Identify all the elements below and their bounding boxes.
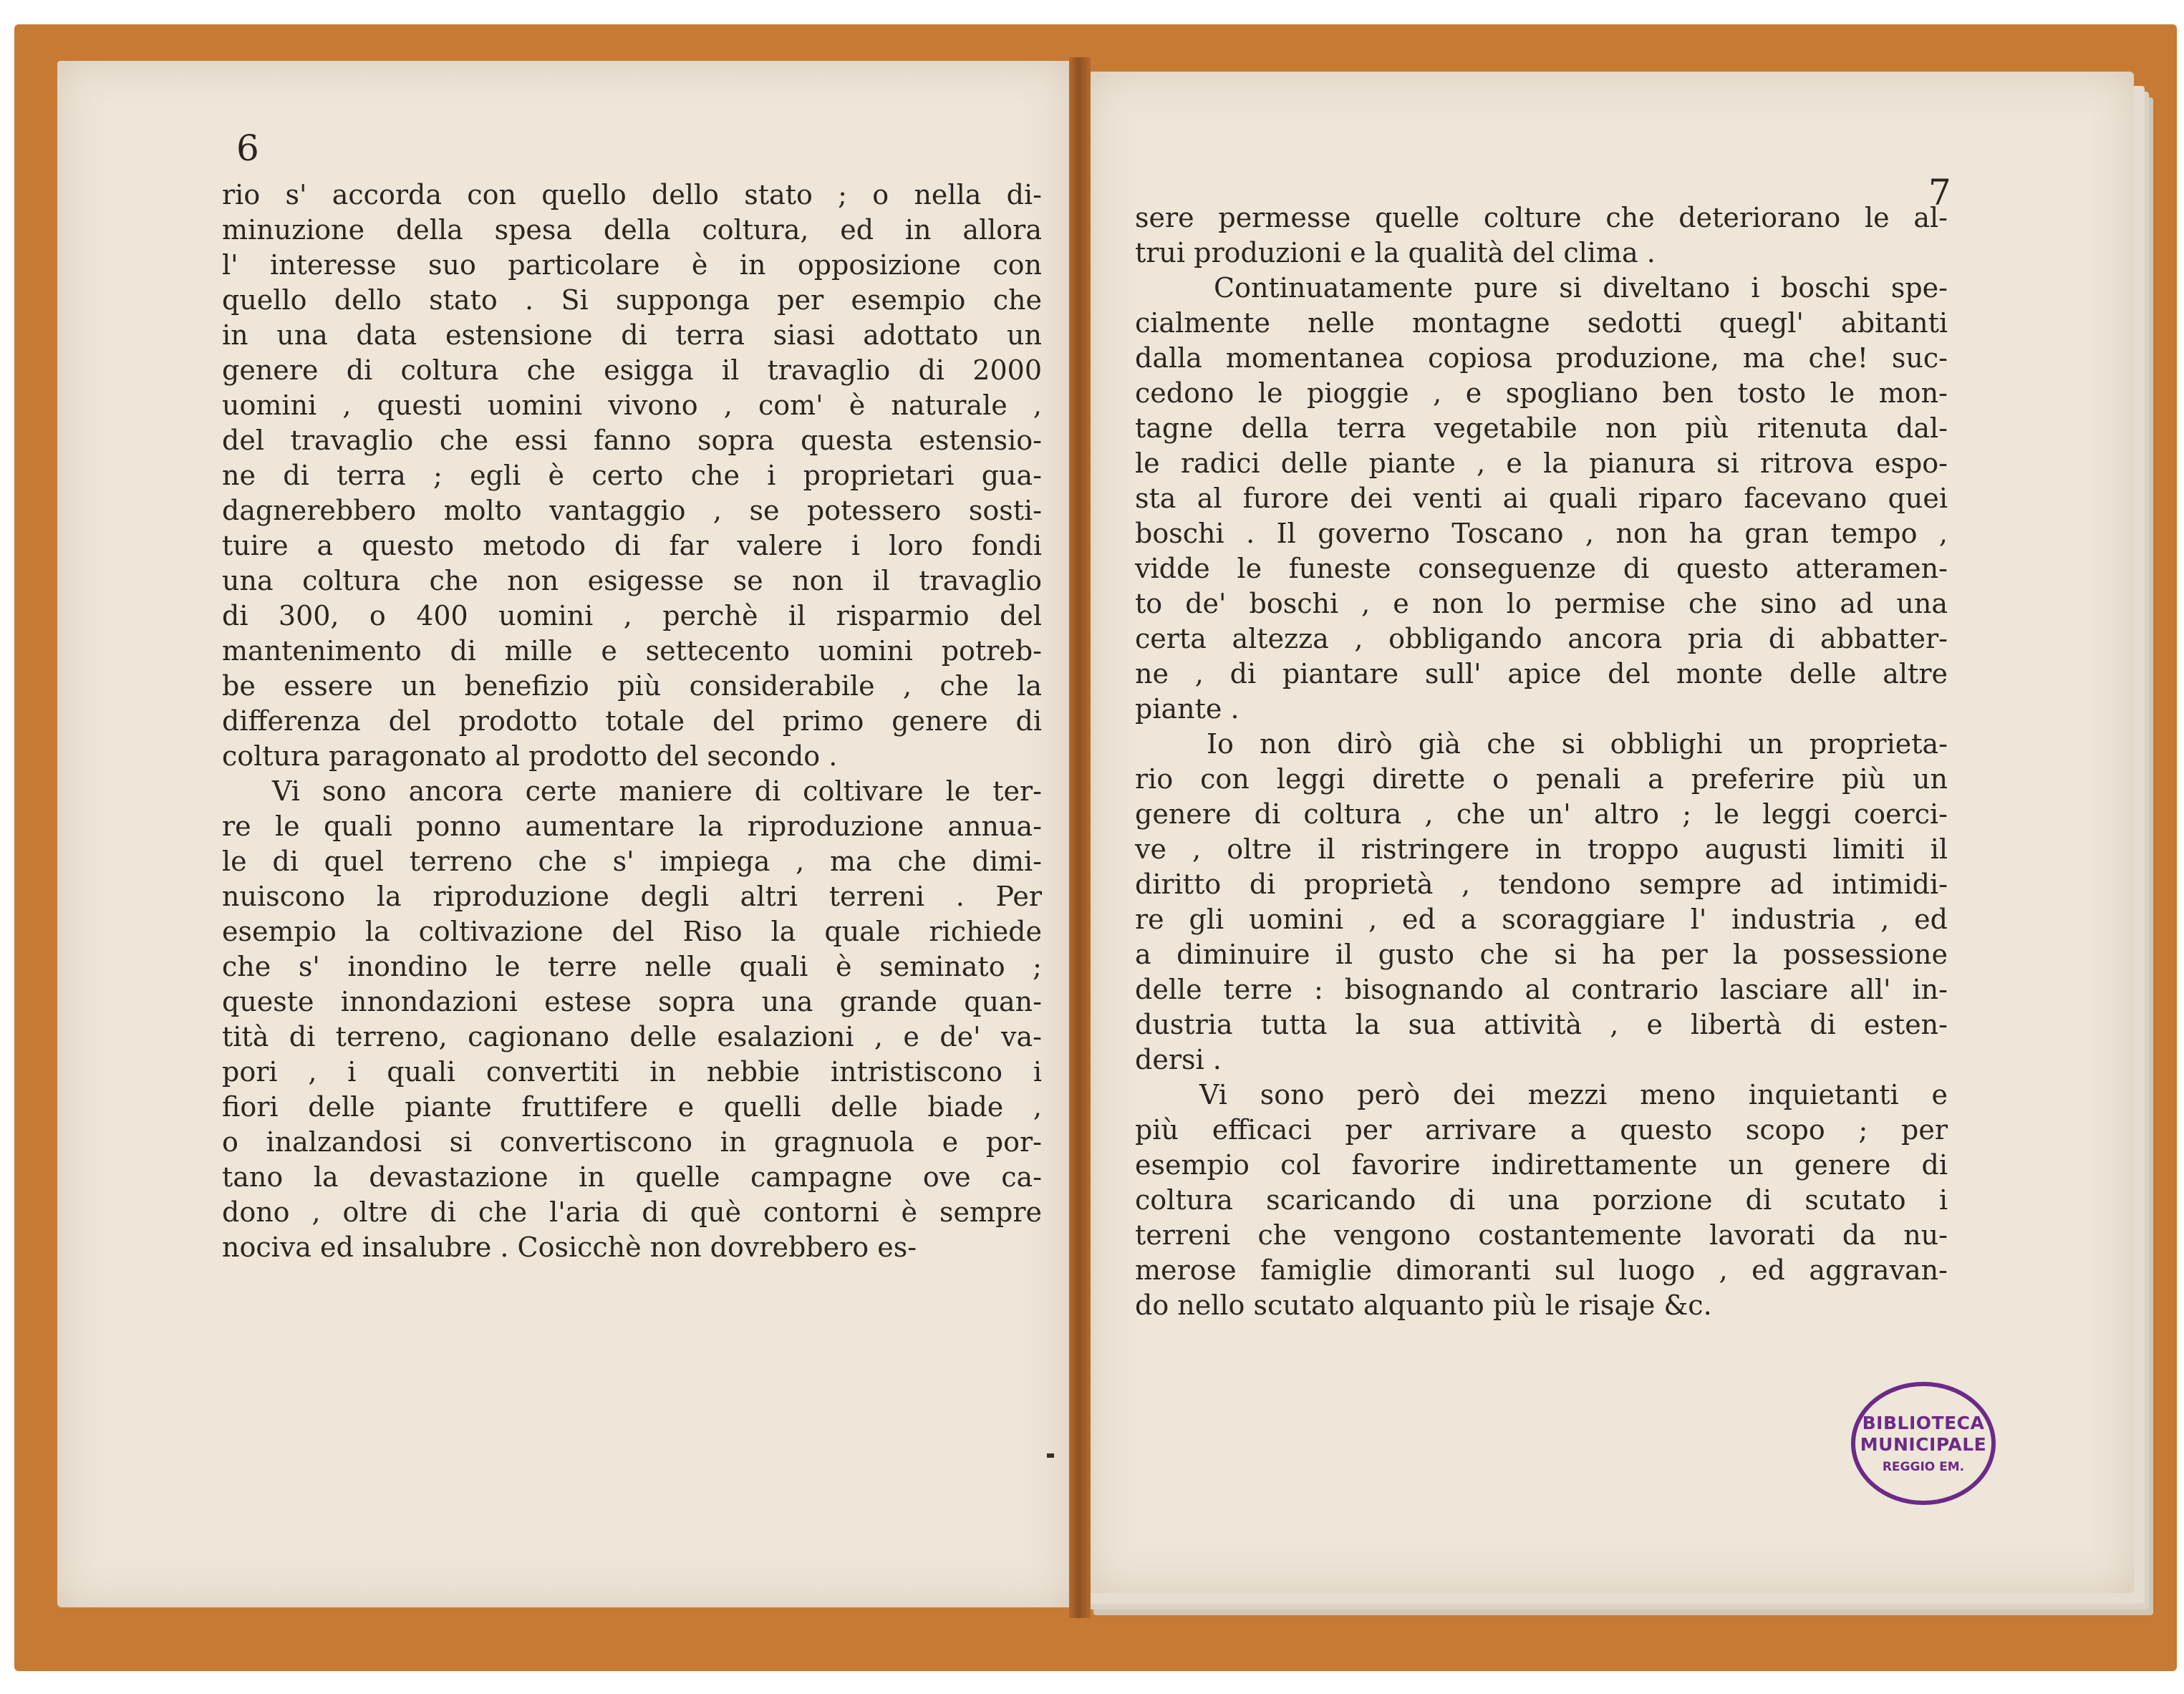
text-line: pori , i quali convertiti in nebbie intristiscono i xyxy=(222,1056,1042,1088)
page-number-left: 6 xyxy=(236,127,259,169)
text-line: delle terre : bisognando al contrario lasciare all' in- xyxy=(1135,974,1948,1005)
text-line: tuire a questo metodo di far valere i loro fondi xyxy=(222,530,1042,561)
paragraph xyxy=(222,178,1042,774)
right-page-text xyxy=(1135,200,1948,1323)
text-line: esempio col favorire indirettamente un genere di xyxy=(1135,1149,1948,1181)
text-line: boschi . Il governo Toscano , non ha gran tempo , xyxy=(1135,518,1948,549)
paragraph xyxy=(1135,727,1948,1078)
text-line: ne di terra ; egli è certo che i proprietari gua- xyxy=(222,460,1042,491)
text-line: dalla momentanea copiosa produzione, ma che! suc- xyxy=(1135,342,1948,374)
text-line: Continuatamente pure si diveltano i boschi spe- xyxy=(1214,272,1948,304)
text-line: do nello scutato alquanto più le risaje &c. xyxy=(1135,1289,1712,1321)
text-line: cedono le pioggie , e spogliano ben tosto le mon- xyxy=(1135,377,1948,409)
text-line: merose famiglie dimoranti sul luogo , ed aggravan- xyxy=(1135,1254,1948,1286)
text-line: genere di coltura , che un' altro ; le leggi coerci- xyxy=(1135,798,1948,830)
text-line: uomini , questi uomini vivono , com' è naturale , xyxy=(222,389,1042,421)
text-line: genere di coltura che esigga il travaglio di 2000 xyxy=(222,354,1042,386)
text-line: quello dello stato . Si supponga per esempio che xyxy=(222,284,1042,316)
paragraph xyxy=(1135,271,1948,727)
text-line: re le quali ponno aumentare la riproduzione annua- xyxy=(222,810,1042,842)
text-line: o inalzandosi si convertiscono in gragnuola e por- xyxy=(222,1126,1042,1158)
text-line: ve , oltre il ristringere in troppo augusti limiti il xyxy=(1135,833,1948,865)
library-stamp xyxy=(1851,1382,1996,1505)
text-line: coltura paragonato al prodotto del secondo . xyxy=(222,740,838,772)
text-line: cialmente nelle montagne sedotti quegl' abitanti xyxy=(1135,307,1948,339)
text-line: diritto di proprietà , tendono sempre ad intimidi- xyxy=(1135,868,1948,900)
text-line: le di quel terreno che s' impiega , ma che dimi- xyxy=(222,846,1042,877)
text-line: dersi . xyxy=(1135,1044,1222,1075)
text-line: vidde le funeste conseguenze di questo atteramen- xyxy=(1135,553,1948,584)
paragraph xyxy=(222,774,1042,1265)
text-line: dustria tutta la sua attività , e libertà di esten- xyxy=(1135,1009,1948,1040)
stamp-line: MUNICIPALE xyxy=(1860,1434,1987,1455)
text-line: tagne della terra vegetabile non più ritenuta dal- xyxy=(1135,412,1948,444)
text-line: piante . xyxy=(1135,693,1240,725)
text-line: tano la devastazione in quelle campagne ove ca- xyxy=(222,1161,1042,1193)
text-line: rio con leggi dirette o penali a preferire più un xyxy=(1135,763,1948,795)
text-line: a diminuire il gusto che si ha per la possessione xyxy=(1135,939,1948,970)
text-line: queste innondazioni estese sopra una grande quan- xyxy=(222,986,1042,1017)
page-number-right: 7 xyxy=(1928,172,1951,213)
text-line: l' interesse suo particolare è in opposizione con xyxy=(222,249,1042,281)
text-line: che s' inondino le terre nelle quali è seminato ; xyxy=(222,951,1042,982)
text-line: tità di terreno, cagionano delle esalazioni , e de' va- xyxy=(222,1021,1042,1052)
text-line: ne , di piantare sull' apice del monte delle altre xyxy=(1135,658,1948,689)
text-line: Io non dirò già che si obblighi un proprieta- xyxy=(1207,728,1948,760)
text-line: fiori delle piante fruttifere e quelli delle biade , xyxy=(222,1091,1042,1123)
text-line: trui produzioni e la qualità del clima . xyxy=(1135,237,1656,268)
text-line: sta al furore dei venti ai quali riparo facevano quei xyxy=(1135,483,1948,514)
text-line: una coltura che non esigesse se non il travaglio xyxy=(222,565,1042,596)
text-line: certa altezza , obbligando ancora pria di abbatter- xyxy=(1135,623,1948,654)
text-line: terreni che vengono costantemente lavorati da nu- xyxy=(1135,1219,1948,1251)
text-line: mantenimento di mille e settecento uomini potreb- xyxy=(222,635,1042,667)
paragraph xyxy=(1135,1078,1948,1323)
text-line: in una data estensione di terra siasi adottato un xyxy=(222,319,1042,351)
text-line: le radici delle piante , e la pianura si ritrova espo- xyxy=(1135,447,1948,479)
text-line: esempio la coltivazione del Riso la quale richiede xyxy=(222,916,1042,947)
text-line: coltura scaricando di una porzione di scutato i xyxy=(1135,1184,1948,1216)
left-page-text xyxy=(222,178,1042,1265)
text-line: più efficaci per arrivare a questo scopo ; per xyxy=(1135,1114,1948,1146)
text-line: nociva ed insalubre . Cosicchè non dovrebbero es- xyxy=(222,1231,917,1263)
book-gutter xyxy=(1069,57,1091,1618)
text-line: be essere un benefizio più considerabile , che la xyxy=(222,670,1042,702)
text-line: differenza del prodotto totale del primo genere di xyxy=(222,705,1042,737)
text-line: re gli uomini , ed a scoraggiare l' industria , ed xyxy=(1135,904,1948,935)
text-line: minuzione della spesa della coltura, ed in allora xyxy=(222,214,1042,246)
ink-speck xyxy=(1047,1453,1054,1458)
stamp-line: BIBLIOTECA xyxy=(1862,1413,1985,1433)
text-line: nuiscono la riproduzione degli altri terreni . Per xyxy=(222,881,1042,912)
paragraph xyxy=(1135,200,1948,271)
stamp-line: REGGIO EM. xyxy=(1882,1460,1965,1474)
text-line: sere permesse quelle colture che deteriorano le al- xyxy=(1135,202,1948,233)
text-line: di 300, o 400 uomini , perchè il risparmio del xyxy=(222,600,1042,631)
text-line: Vi sono ancora certe maniere di coltivare le ter- xyxy=(272,775,1042,807)
text-line: dono , oltre di che l'aria di què contorni è sempre xyxy=(222,1196,1042,1228)
text-line: Vi sono però dei mezzi meno inquietanti e xyxy=(1199,1079,1948,1110)
text-line: del travaglio che essi fanno sopra questa estensio- xyxy=(222,425,1042,456)
text-line: rio s' accorda con quello dello stato ; o nella di- xyxy=(222,179,1042,210)
text-line: dagnerebbero molto vantaggio , se potessero sosti- xyxy=(222,495,1042,526)
text-line: to de' boschi , e non lo permise che sino ad una xyxy=(1135,588,1948,619)
